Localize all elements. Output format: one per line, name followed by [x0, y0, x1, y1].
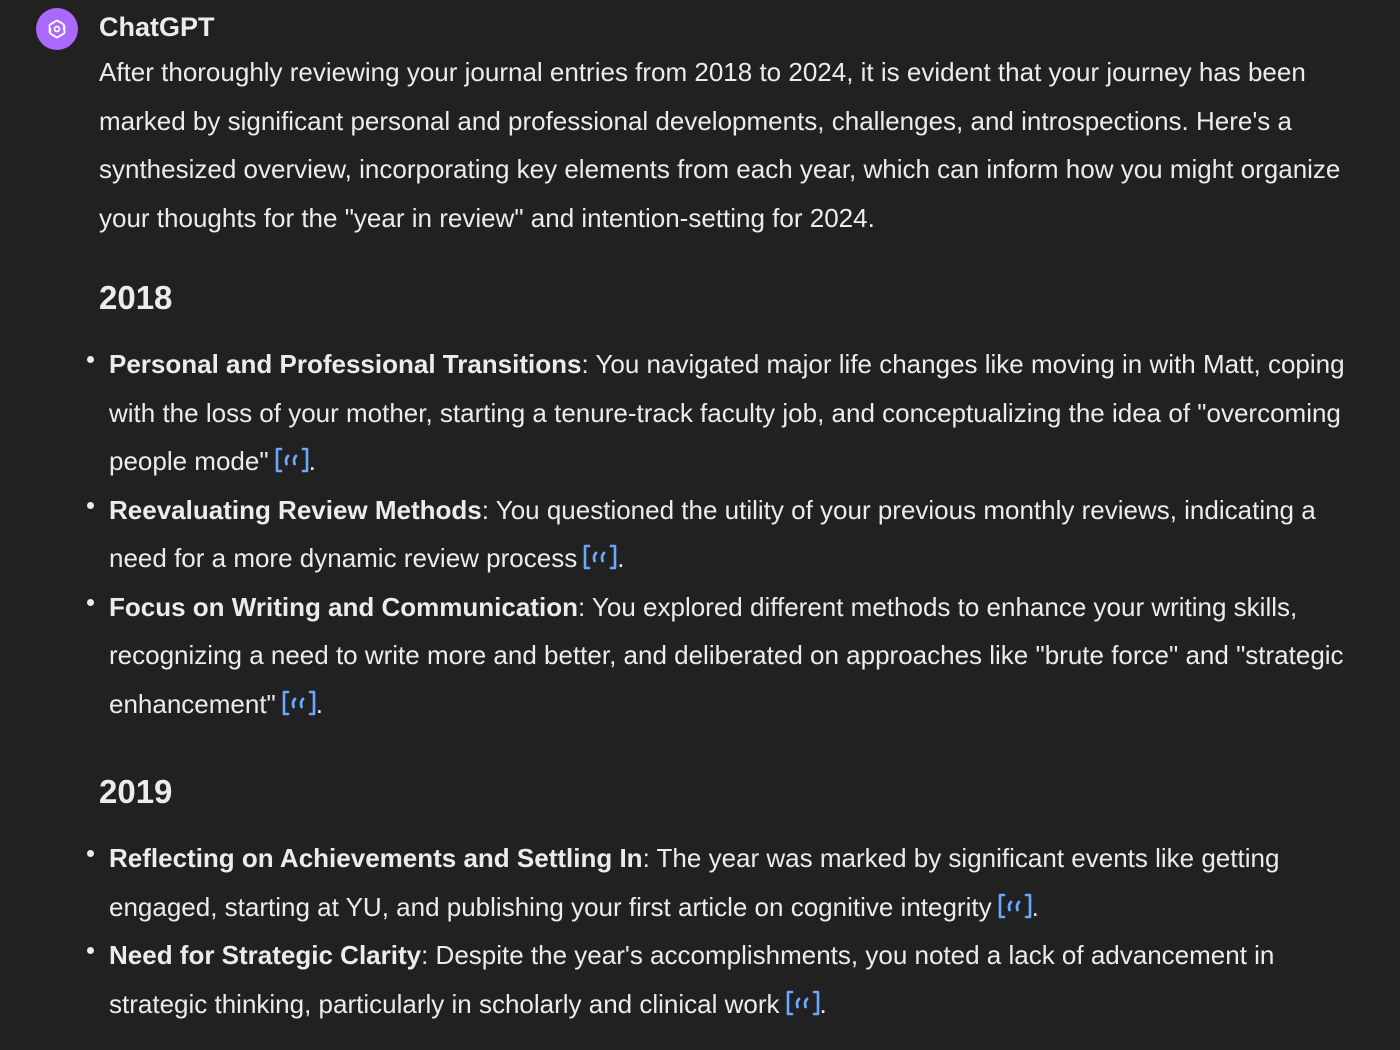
list-item: Need for Strategic Clarity: Despite the year's accomplishments, you noted a lack of advancement in strategic thinking, particularly in scholarly and clinical work . — [99, 931, 1361, 1028]
list-item: Focus on Writing and Communication: You explored different methods to enhance your writing skills, recognizing a need to write more and better, and deliberated on approaches like "brute force" and "strategic enhancement" . — [99, 583, 1361, 729]
citation-quote-icon[interactable] — [998, 893, 1032, 919]
item-text: : You questioned the utility of your previous monthly reviews, indicating a need for a more dynamic review process — [109, 494, 1316, 573]
sender-name: ChatGPT — [99, 12, 215, 42]
list-item: Reflecting on Achievements and Settling In: The year was marked by significant events like getting engaged, starting at YU, and publishing your first article on cognitive integrity . — [99, 834, 1361, 931]
item-title: Reevaluating Review Methods — [109, 494, 482, 525]
item-title: Need for Strategic Clarity — [109, 940, 422, 970]
citation-quote-icon[interactable] — [583, 544, 617, 570]
year-heading-2019: 2019 — [99, 773, 173, 810]
item-text: : Despite the year's accomplishments, you noted a lack of advancement in strategic thinking, particularly in scholarly and clinical work — [109, 940, 1275, 1019]
message-content — [99, 48, 1361, 1028]
item-text: : You navigated major life changes like moving in with Matt, coping with the loss of your mother, starting a tenure-track faculty job, and conceptualizing the idea of "overcoming people mode" — [109, 349, 1345, 476]
item-text: : You explored different methods to enhance your writing skills, recognizing a need to write more and better, and deliberated on approaches like "brute force" and "strategic enhancement" — [109, 591, 1344, 719]
openai-logo-icon — [36, 8, 78, 50]
item-title: Focus on Writing and Communication — [109, 591, 578, 622]
item-title: Personal and Professional Transitions — [109, 349, 582, 379]
citation-quote-icon[interactable] — [282, 690, 316, 716]
bullet-list-2018 — [99, 340, 1361, 728]
list-item: Reevaluating Review Methods: You questioned the utility of your previous monthly reviews, indicating a need for a more dynamic review process . — [99, 486, 1361, 583]
item-text: : The year was marked by significant events like getting engaged, starting at YU, and publishing your first article on cognitive integrity — [109, 843, 1280, 922]
year-heading-2018: 2018 — [99, 279, 173, 316]
bullet-list-2019 — [99, 834, 1361, 1028]
list-item: Personal and Professional Transitions: You navigated major life changes like moving in with Matt, coping with the loss of your mother, starting a tenure-track faculty job, and conceptualizing the idea of "overcoming people mode" . — [99, 340, 1361, 486]
citation-quote-icon[interactable] — [275, 447, 309, 473]
item-title: Reflecting on Achievements and Settling In — [109, 843, 643, 873]
citation-quote-icon[interactable] — [786, 990, 820, 1016]
intro-paragraph: After thoroughly reviewing your journal entries from 2018 to 2024, it is evident that your journey has been marked by significant personal and professional developments, challenges, and introspections. Here's a synthesized overview, incorporating key elements from each year, which can inform how you might organize your thoughts for the "year in review" and intention-setting for 2024. — [99, 57, 1341, 233]
